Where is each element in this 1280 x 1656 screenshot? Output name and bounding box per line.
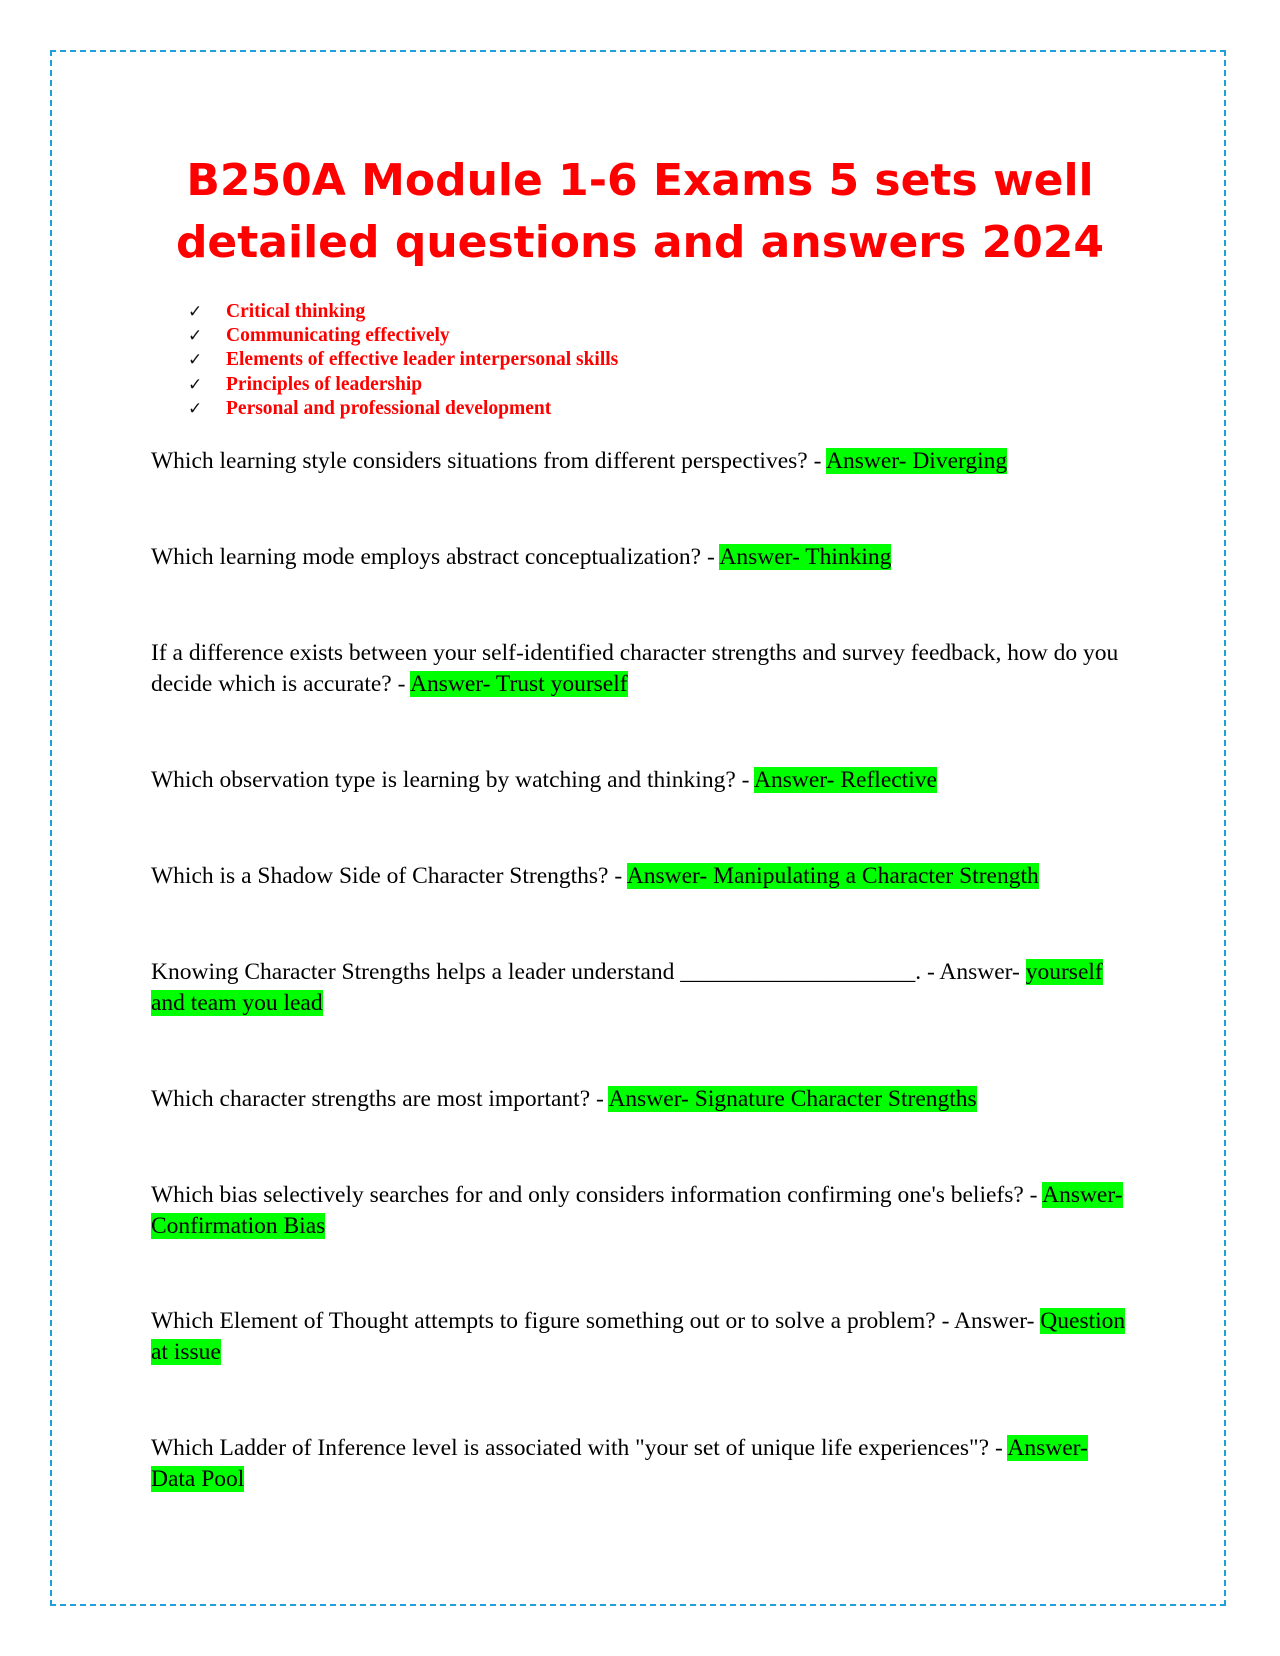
answer-highlight: Answer- Signature Character Strengths [608,1086,977,1112]
checklist-item [188,374,618,398]
qa-item [151,1084,1126,1115]
answer-highlight: Answer- Diverging [826,448,1008,474]
answer-highlight: Answer- Reflective [754,767,937,793]
qa-item [151,765,1126,796]
check-icon: ✓ [188,326,203,347]
checklist-item-label: Principles of leadership [226,373,423,395]
answer-highlight: Answer- Manipulating a Character Strength [626,863,1039,889]
answer-highlight: yourself and team you lead [151,959,1103,1016]
check-icon: ✓ [188,374,203,395]
qa-item [151,1433,1126,1495]
page-border [50,50,1226,1606]
document-title: B250A Module 1-6 Exams 5 sets well detailed questions and answers 2024 [175,155,1105,268]
check-icon: ✓ [188,302,203,322]
checklist-item-label: Personal and professional development [226,397,552,419]
checklist-item [188,325,618,349]
answer-highlight: Answer- Confirmation Bias [151,1182,1123,1239]
question-text: Which Ladder of Inference level is associated with "your set of unique life experiences"? - [151,1435,1008,1461]
qa-item [151,1306,1126,1368]
answer-highlight: Answer- Trust yourself [410,671,628,697]
answer-highlight: Question at issue [151,1308,1126,1365]
qa-item [151,446,1126,477]
question-text: Which is a Shadow Side of Character Strengths? - [151,863,627,889]
checklist-item-label: Communicating effectively [226,325,450,347]
question-text: Which Element of Thought attempts to figure something out or to solve a problem? - Answer- [151,1308,1041,1334]
checklist-item [188,349,618,373]
question-text: Which learning style considers situations from different perspectives? - [151,448,826,474]
question-text: Which learning mode employs abstract conceptualization? - [151,544,720,570]
checklist-item [188,301,618,325]
checklist-item-label: Critical thinking [226,301,366,322]
question-text: Which bias selectively searches for and only considers information confirming one's beliefs? - [151,1182,1043,1208]
topic-checklist [188,301,618,422]
answer-highlight: Answer- Data Pool [151,1435,1088,1492]
check-icon: ✓ [188,398,203,419]
qa-item [151,542,1126,573]
question-text: Knowing Character Strengths helps a leader understand ____________________. - Answer- [151,959,1026,985]
question-text: Which character strengths are most important? - [151,1086,609,1112]
qa-item [151,638,1126,700]
checklist-item-label: Elements of effective leader interpersonal skills [226,349,619,371]
qa-item [151,957,1126,1019]
qa-item [151,861,1126,892]
question-text: Which observation type is learning by watching and thinking? - [151,767,755,793]
checklist-item [188,398,618,422]
qa-item [151,1180,1126,1242]
question-text: If a difference exists between your self-identified character strengths and survey feedback, how do you decide which is accurate? - [151,640,1119,697]
answer-highlight: Answer- Thinking [719,544,892,570]
check-icon: ✓ [188,350,203,371]
